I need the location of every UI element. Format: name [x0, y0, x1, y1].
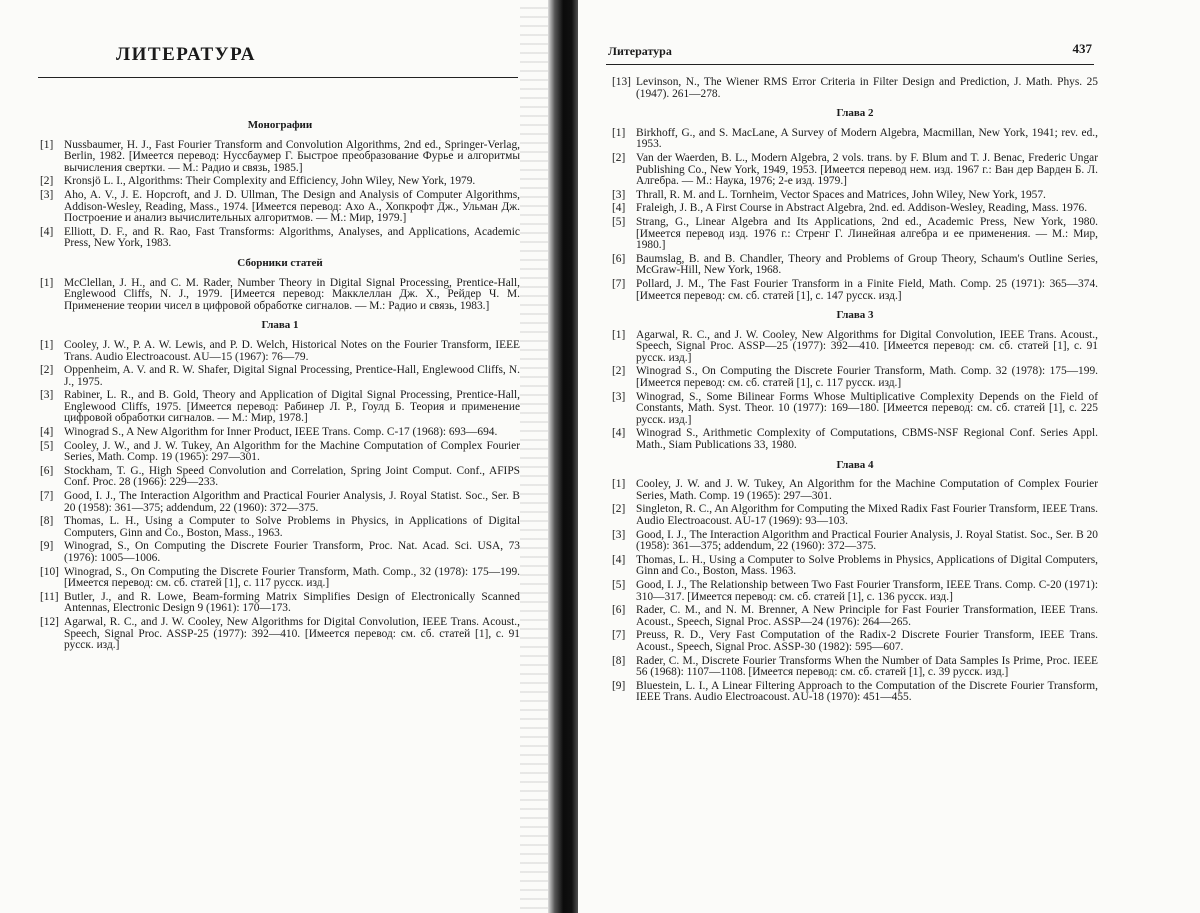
reference-number: [13] [612, 76, 631, 88]
reference-number: [5] [612, 578, 626, 591]
reference-number: [7] [40, 490, 54, 503]
reference-number: [8] [612, 654, 626, 667]
reference-entry [40, 340, 520, 363]
reference-number: [2] [40, 364, 54, 377]
reference-text: Winograd, S., On Computing the Discrete Fourier Transform, Math. Comp., 32 (1978): 175—199. [Имеется перевод: см. сб. статей [1], с. 117 русск. изд.] [64, 565, 520, 590]
header-rule [38, 77, 518, 78]
reference-text: Rader, C. M., Discrete Fourier Transforms When the Number of Data Samples Is Prime, Proc. IEEE 56 (1968): 1107—1108. [Имеется перевод: см. сб. статей [1], с. 39 русск. изд.] [636, 654, 1098, 679]
reference-text: Singleton, R. C., An Algorithm for Computing the Mixed Radix Fast Fourier Transform, IEEE Trans. Audio Electroacoust. AU-17 (1969): 93—103. [636, 503, 1098, 527]
reference-entry [612, 254, 1098, 277]
reference-entry [612, 217, 1098, 252]
reference-text: Levinson, N., The Wiener RMS Error Criteria in Filter Design and Prediction, J. Math. Phys. 25 (1947). 261—278. [636, 76, 1098, 100]
reference-entry [612, 128, 1098, 151]
reference-number: [6] [612, 252, 626, 265]
page-edge-shadow [520, 0, 550, 913]
reference-number: [2] [612, 503, 626, 516]
reference-number: [1] [40, 138, 54, 151]
reference-text: Cooley, J. W., and J. W. Tukey, An Algorithm for the Machine Computation of Complex Fourier Series, Math. Comp. 19 (1965): 297—301. [64, 439, 520, 464]
reference-text: McClellan, J. H., and C. M. Rader, Number Theory in Digital Signal Processing, Prentice-Hall, Englewood Cliffs, N. J., 1979. [Имеется перевод: Макклеллан Дж. Х., Рейдер Ч. М. Применение теории чисел в цифровой обработке сигналов. — М.: Радио и связь, 1983.] [64, 276, 520, 312]
reference-text: Oppenheim, A. V. and R. W. Shafer, Digital Signal Processing, Prentice-Hall, Englewood Cliffs, N. J., 1975. [64, 364, 520, 388]
reference-entry [40, 365, 520, 388]
reference-number: [10] [40, 565, 59, 578]
reference-entry [40, 617, 520, 652]
reference-text: Strang, G., Linear Algebra and Its Applications, 2nd ed., Academic Press, New York, 1980. [Имеется перевод изд. 1976 г.: Стренг Г. Линейная алгебра и ее применения. — М.: Мир, 1980.] [636, 215, 1098, 252]
reference-entry [612, 330, 1098, 365]
reference-entry [612, 580, 1098, 603]
left-page [0, 0, 552, 913]
header-rule [606, 64, 1094, 65]
reference-number: [11] [40, 590, 59, 603]
reference-number: [1] [612, 126, 626, 139]
reference-entry [612, 656, 1098, 679]
reference-entry [612, 428, 1098, 451]
reference-number: [6] [612, 604, 626, 617]
reference-number: [8] [40, 515, 54, 528]
section-heading: Глава 4 [836, 458, 874, 471]
right-reference-column [612, 77, 1098, 706]
reference-text: Kronsjö L. I., Algorithms: Their Complexity and Efficiency, John Wiley, New York, 1979. [64, 175, 476, 188]
reference-entry [40, 567, 520, 590]
reference-number: [12] [40, 615, 59, 628]
reference-number: [9] [612, 679, 626, 692]
reference-entry [40, 278, 520, 313]
reference-number: [4] [40, 225, 54, 238]
reference-text: Birkhoff, G., and S. MacLane, A Survey of Modern Algebra, Macmillan, New York, 1941; rev. ed., 1953. [636, 126, 1098, 151]
reference-text: Pollard, J. M., The Fast Fourier Transform in a Finite Field, Math. Comp. 25 (1971): 365—374. [Имеется перевод: см. сб. статей [1], с. 147 русск. изд.] [636, 277, 1098, 302]
reference-entry [612, 279, 1098, 302]
reference-text: Rabiner, L. R., and B. Gold, Theory and Application of Digital Signal Processing, Prentice-Hall, Englewood Cliffs, 1975. [Имеется перевод: Рабинер Л. Р., Гоулд Б. Теория и применение цифровой обработки сигналов. — М.: Мир, 1978.] [64, 389, 520, 425]
reference-entry [40, 227, 520, 250]
reference-number: [2] [612, 365, 626, 378]
section-heading: Глава 3 [836, 309, 874, 322]
reference-text: Good, I. J., The Interaction Algorithm and Practical Fourier Analysis, J. Royal Statist. Soc., Ser. B 20 (1958): 361—375; addendum, 22 (1960): 372—375. [64, 490, 520, 514]
reference-number: [1] [40, 338, 54, 351]
running-head: Литература [608, 44, 672, 58]
reference-number: [7] [612, 277, 626, 290]
reference-entry [40, 390, 520, 425]
reference-text: Cooley, J. W., P. A. W. Lewis, and P. D. Welch, Historical Notes on the Fourier Transform, IEEE Trans. Audio Electroacoust. AU—15 (1967): 76—79. [64, 338, 520, 363]
reference-entry [40, 516, 520, 539]
page-number: 437 [1072, 41, 1092, 56]
reference-entry [612, 366, 1098, 389]
reference-entry [40, 541, 520, 564]
reference-entry [40, 427, 520, 439]
reference-number: [3] [612, 528, 626, 541]
reference-text: Butler, J., and R. Lowe, Beam-forming Matrix Simplifies Design of Electronically Scanned Antennas, Electronic Design 9 (1961): 170—173. [64, 590, 520, 615]
reference-text: Rader, C. M., and N. M. Brenner, A New Principle for Fast Fourier Transformation, IEEE Trans. Acoust., Speech, Signal Proc. ASSP—24 (1976): 264—265. [636, 604, 1098, 628]
reference-text: Winograd S., Arithmetic Complexity of Computations, CBMS-NSF Regional Conf. Series Appl. Math., Siam Publications 33, 1980. [636, 427, 1098, 452]
left-reference-column [40, 120, 520, 654]
reference-number: [7] [612, 629, 626, 642]
reference-number: [3] [612, 188, 626, 201]
reference-text: Agarwal, R. C., and J. W. Cooley, New Algorithms for Digital Convolution, IEEE Trans. Acoust., Speech, Signal Proc. ASSP—25 (1977): 392—410. [Имеется перевод: см. сб. статей [1], с. 91 русск. изд.] [636, 328, 1098, 364]
right-page [578, 0, 1200, 913]
reference-entry [40, 441, 520, 464]
reference-text: Aho, A. V., J. E. Hopcroft, and J. D. Ullman, The Design and Analysis of Computer Algorithms, Addison-Wesley, Reading, Mass., 1974. [Имеется перевод: Ахо А., Хопкрофт Дж., Ульман Дж. Построение и анализ вычислительных алгоритмов. — М.: Мир, 1979.] [64, 188, 520, 225]
reference-entry [40, 176, 520, 188]
reference-number: [9] [40, 540, 54, 553]
reference-entry [612, 681, 1098, 704]
reference-entry [612, 530, 1098, 553]
reference-text: Winograd, S., On Computing the Discrete Fourier Transform, Proc. Nat. Acad. Sci. USA, 73 (1976): 1005—1006. [64, 540, 520, 564]
section-heading: Монографии [247, 119, 313, 131]
reference-number: [3] [612, 390, 626, 403]
reference-entry [40, 140, 520, 175]
reference-text: Thomas, L. H., Using a Computer to Solve Problems in Physics, Applications of Digital Computers, Ginn and Co., Boston, Mass. 1963. [636, 553, 1098, 578]
reference-text: Agarwal, R. C., and J. W. Cooley, New Algorithms for Digital Convolution, IEEE Trans. Acoust., Speech, Signal Proc. ASSP-25 (1977): 392—410. [Имеется перевод: см. сб. статей [1], с. 91 русск. изд.] [64, 615, 520, 652]
reference-text: Good, I. J., The Interaction Algorithm and Practical Fourier Analysis, J. Royal Statist. Soc., Ser. B 20 (1958): 361—375; addendum, 22 (1960): 372—375. [636, 528, 1098, 553]
reference-entry [40, 592, 520, 615]
reference-number: [1] [612, 328, 626, 341]
reference-entry [40, 466, 520, 489]
reference-text: Bluestein, L. I., A Linear Filtering Approach to the Computation of the Discrete Fourier Transform, IEEE Trans. Audio Electroacoust. AU-18 (1970): 451—455. [636, 679, 1098, 704]
reference-number: [3] [40, 188, 54, 201]
reference-text: Good, I. J., The Relationship between Two Fast Fourier Transform, IEEE Trans. Comp. C-20 (1971): 310—317. [Имеется перевод: см. сб. статей [1], с. 136 русск. изд.] [636, 578, 1098, 603]
reference-text: Winograd, S., Some Bilinear Forms Whose Multiplicative Complexity Depends on the Field of Constants, Math. Syst. Theor. 10 (1977): 169—180. [Имеется перевод: см. сб. статей [1], с. 225 русск. изд.] [636, 390, 1098, 426]
reference-text: Preuss, R. D., Very Fast Computation of the Radix-2 Discrete Fourier Transform, IEEE Trans. Acoust., Speech, Signal Proc. ASSP-30 (1982): 595—607. [636, 629, 1098, 653]
reference-entry [612, 504, 1098, 527]
reference-text: Thrall, R. M. and L. Tornheim, Vector Spaces and Matrices, John Wiley, New York, 1957. [636, 188, 1046, 201]
reference-text: Van der Waerden, B. L., Modern Algebra, 2 vols. trans. by F. Blum and T. J. Benac, Frederic Ungar Publishing Co., New York, 1949, 1953. [Имеется перевод нем. изд. 1967 г.: Ван дер Варден Б. Л. Алгебра. — М.: Наука, 1976; 2-е изд. 1979.] [636, 151, 1098, 188]
reference-entry [612, 203, 1098, 215]
page-title: ЛИТЕРАТУРА [116, 44, 257, 65]
section-heading: Глава 1 [261, 319, 299, 332]
reference-text: Baumslag, B. and B. Chandler, Theory and Problems of Group Theory, Schaum's Outline Series, McGraw-Hill, New York, 1968. [636, 252, 1098, 277]
book-gutter [548, 0, 582, 913]
reference-entry [40, 491, 520, 514]
reference-number: [5] [612, 215, 626, 228]
reference-number: [3] [40, 389, 54, 402]
reference-entry [612, 77, 1098, 100]
reference-entry [612, 153, 1098, 188]
reference-entry [612, 605, 1098, 628]
reference-number: [4] [40, 426, 54, 439]
reference-number: [1] [40, 276, 54, 289]
reference-number: [6] [40, 464, 54, 477]
reference-text: Nussbaumer, H. J., Fast Fourier Transform and Convolution Algorithms, 2nd ed., Springer-Verlag, Berlin, 1982. [Имеется перевод: Нуссбаумер Г. Быстрое преобразование Фурье и алгоритмы вычисления свертки. — М.: Радио и связь, 1985.] [64, 138, 520, 174]
reference-entry [40, 190, 520, 225]
reference-number: [4] [612, 427, 626, 440]
reference-text: Fraleigh, J. B., A First Course in Abstract Algebra, 2nd. ed. Addison-Wesley, Reading, Mass. 1976. [636, 202, 1088, 215]
reference-number: [2] [612, 151, 626, 164]
reference-entry [612, 190, 1098, 202]
reference-number: [5] [40, 439, 54, 452]
reference-text: Thomas, L. H., Using a Computer to Solve Problems in Physics, in Applications of Digital Computers, Ginn and Co., Boston, Mass., 1963. [64, 515, 520, 539]
reference-number: [1] [612, 478, 626, 491]
reference-entry [612, 479, 1098, 502]
reference-text: Elliott, D. F., and R. Rao, Fast Transforms: Algorithms, Analyses, and Applications, Academic Press, New York, 1983. [64, 225, 520, 250]
section-heading: Сборники статей [237, 256, 323, 269]
reference-text: Cooley, J. W. and J. W. Tukey, An Algorithm for the Machine Computation of Complex Fourier Series, Math. Comp. 19 (1965): 297—301. [636, 478, 1098, 502]
section-heading: Глава 2 [836, 107, 874, 120]
reference-entry [612, 630, 1098, 653]
reference-number: [2] [40, 175, 54, 188]
reference-number: [4] [612, 202, 626, 215]
reference-entry [612, 392, 1098, 427]
reference-text: Stockham, T. G., High Speed Convolution and Correlation, Spring Joint Comput. Conf., AFIPS Conf. Proc. 28 (1966): 229—233. [64, 464, 520, 489]
reference-text: Winograd S., A New Algorithm for Inner Product, IEEE Trans. Comp. C-17 (1968): 693—694. [64, 426, 498, 439]
reference-entry [612, 555, 1098, 578]
reference-number: [4] [612, 553, 626, 566]
reference-text: Winograd S., On Computing the Discrete Fourier Transform, Math. Comp. 32 (1978): 175—199. [Имеется перевод: см. сб. статей [1], с. 117 русск. изд.] [636, 365, 1098, 390]
